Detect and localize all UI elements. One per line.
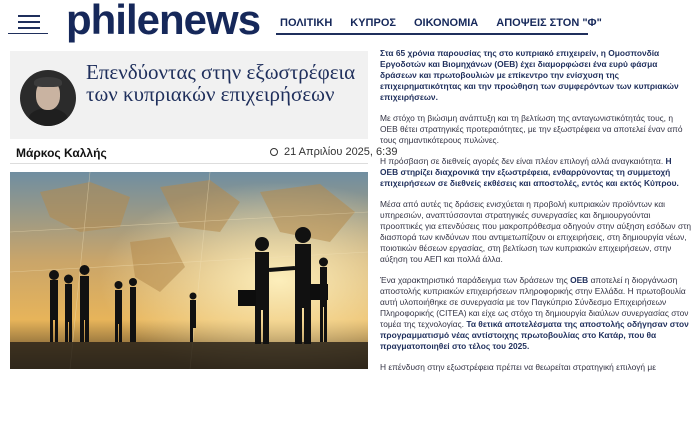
paragraph-text: Η πρόσβαση σε διεθνείς αγορές δεν είναι πλέον επιλογή αλλά αναγκαιότητα. <box>380 156 664 166</box>
paragraph-text: Ένα χαρακτηριστικό παράδειγμα των δράσεων της <box>380 275 568 285</box>
nav-underline <box>276 33 588 35</box>
nav-politiki[interactable]: ΠΟΛΙΤΙΚΗ <box>280 17 333 29</box>
publish-date <box>270 146 397 158</box>
article-body <box>380 48 692 383</box>
main-nav <box>280 17 620 29</box>
top-bar <box>0 0 700 44</box>
article-paragraph-4: Μέσα από αυτές τις δράσεις ενισχύεται η προβολή κυπριακών προϊόντων και υπηρεσιών, αναπτύσσονται στρατηγικές συνεργασίες και δημιουργούνται προοπτικές για επενδύσεις που μακροπρόθεσμα οδηγούν στην αύξηση εσόδων στη διασπορά των κινδύνων που αντιμετωπίζουν οι επιχειρήσεις, στη δημιουργία νέων, ποιοτικών θέσεων εργασίας, στη βελτίωση των κυπριακών επιχειρήσεων, στην αύξηση του ΑΕΠ και πολλά άλλα. <box>380 199 692 264</box>
article-paragraph-5 <box>380 275 692 352</box>
org-link[interactable]: ΟΕΒ <box>570 275 589 285</box>
author-name[interactable]: Μάρκος Καλλής <box>16 146 107 160</box>
clock-icon <box>270 148 278 156</box>
article-photo <box>10 172 368 369</box>
article-paragraph-2: Με στόχο τη βιώσιμη ανάπτυξη και τη βελτίωση της ανταγωνιστικότητάς τους, η ΟΕΒ θέτει στρατηγικές προτεραιότητες, με την εξωστρέφεια να αποτελεί έναν από τους σημαντικότερους πυλώνες. <box>380 113 683 145</box>
nav-oikonomia[interactable]: ΟΙΚΟΝΟΜΙΑ <box>413 17 479 29</box>
paragraph-highlight: Η ΟΕΒ στηρίζει διαχρονικά την εξωστρέφεια, ενθαρρύνοντας τη συμμετοχή επιχειρήσεων σε διεθνείς εκθέσεις και αποστολές, εντός και εκτός Κύπρου. <box>380 156 679 188</box>
author-avatar <box>20 70 76 126</box>
article-lead: Στα 65 χρόνια παρουσίας της στο κυπριακό επιχειρείν, η Ομοσπονδία Εργοδοτών και Βιομηχάνων (ΟΕΒ) έχει διαμορφώσει ένα ευρύ φάσμα δράσεων και πρωτοβουλιών με επίκεντρο την ενίσχυση της επιχειρηματικότητας και την προώθηση των συμφερόντων των κυπριακών επιχειρήσεων. <box>380 48 679 102</box>
site-logo[interactable]: philenews <box>66 0 261 43</box>
nav-apopseis[interactable]: ΑΠΟΨΕΙΣ ΣΤΟΝ "Φ" <box>496 17 602 29</box>
article-paragraph-3 <box>380 156 692 189</box>
nav-kypros[interactable]: ΚΥΠΡΟΣ <box>350 17 396 29</box>
menu-icon[interactable] <box>18 13 44 31</box>
paragraph-highlight: Τα θετικά αποτελέσματα της αποστολής οδήγησαν στον προγραμματισμό νέας αντίστοιχης πρωτοβουλίας στο Κατάρ, που θα πραγματοποιηθεί στο τέλος του 2025. <box>380 319 689 351</box>
publish-date-text: 21 Απριλίου 2025, 6:39 <box>284 146 398 158</box>
paragraph-text: αποτελεί η διοργάνωση αποστολής κυπριακών επιχειρήσεων πληροφορικής στην Ελλάδα. Η πρωτοβουλία αυτή υλοποιήθηκε σε συνεργασία με τον Παγκύπριο Σύνδεσμο Επιχειρήσεων Πληροφορικής (CITEA) και είχε ως στόχο τη δημιουργία διαύλων συνεργασίας στον τομέα της τεχνολογίας. <box>380 275 689 329</box>
article-paragraph-6: Η επένδυση στην εξωστρέφεια πρέπει να θεωρείται στρατηγική επιλογή με <box>380 362 656 372</box>
meta-divider <box>10 163 368 164</box>
brand-divider <box>8 33 48 34</box>
article-title: Επενδύοντας στην εξωστρέφεια των κυπριακών επιχειρήσεων <box>86 60 356 106</box>
